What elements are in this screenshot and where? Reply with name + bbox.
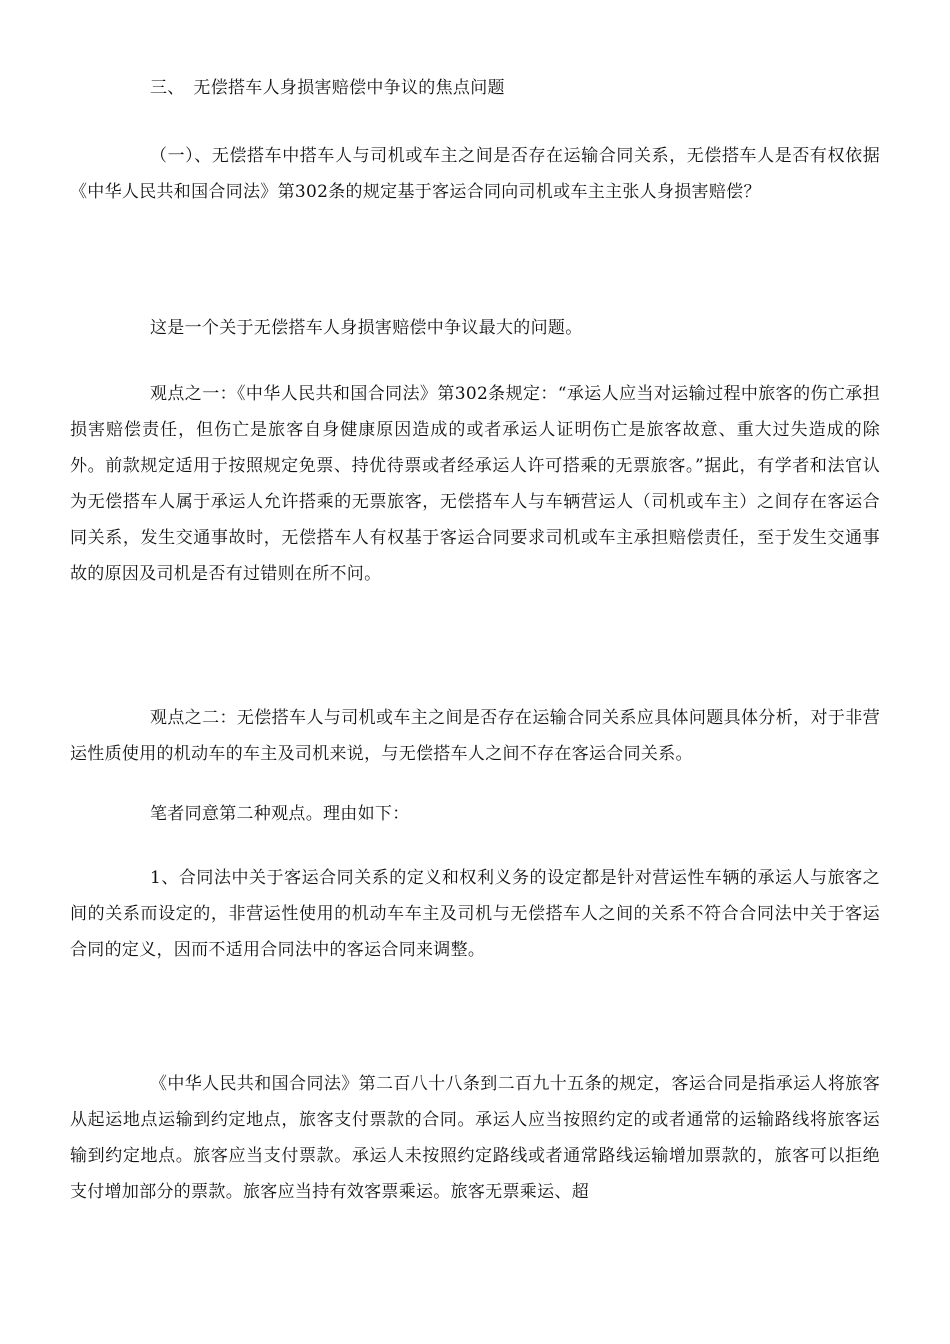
paragraph-intro: 这是一个关于无偿搭车人身损害赔偿中争议最大的问题。 xyxy=(150,318,583,338)
paragraph-reason-one: 1、合同法中关于客运合同关系的定义和权利义务的设定都是针对营运性车辆的承运人与旅客之间的关系而设定的，非营运性使用的机动车车主及司机与无偿搭车人之间的关系不符合合同法中关于客运合同的定义，因而不适用合同法中的客运合同来调整。 xyxy=(70,868,880,960)
paragraph-contract-law: 《中华人民共和国合同法》第二百八十八条到二百九十五条的规定，客运合同是指承运人将旅客从起运地点运输到约定地点，旅客支付票款的合同。承运人应当按照约定的或者通常的运输路线将旅客运输到约定地点。旅客应当支付票款。承运人未按照约定路线或者通常路线运输增加票款的，旅客可以拒绝支付增加部分的票款。旅客应当持有效客票乘运。旅客无票乘运、超 xyxy=(70,1074,880,1202)
paragraph-question: （一）、无偿搭车中搭车人与司机或车主之间是否存在运输合同关系，无偿搭车人是否有权依据《中华人民共和国合同法》第302条的规定基于客运合同向司机或车主主张人身损害赔偿？ xyxy=(70,146,880,202)
paragraph-author-opinion: 笔者同意第二种观点。理由如下： xyxy=(150,804,410,824)
paragraph-viewpoint-two: 观点之二：无偿搭车人与司机或车主之间是否存在运输合同关系应具体问题具体分析，对于非营运性质使用的机动车的车主及司机来说，与无偿搭车人之间不存在客运合同关系。 xyxy=(70,708,880,764)
section-heading: 三、 无偿搭车人身损害赔偿中争议的焦点问题 xyxy=(150,78,505,98)
paragraph-viewpoint-one: 观点之一：《中华人民共和国合同法》第302条规定：“承运人应当对运输过程中旅客的伤亡承担损害赔偿责任，但伤亡是旅客自身健康原因造成的或者承运人证明伤亡是旅客故意、重大过失造成的除外。前款规定适用于按照规定免票、持优待票或者经承运人许可搭乘的无票旅客。”据此，有学者和法官认为无偿搭车人属于承运人允许搭乘的无票旅客，无偿搭车人与车辆营运人（司机或车主）之间存在客运合同关系，发生交通事故时，无偿搭车人有权基于客运合同要求司机或车主承担赔偿责任，至于发生交通事故的原因及司机是否有过错则在所不问。 xyxy=(70,384,880,584)
